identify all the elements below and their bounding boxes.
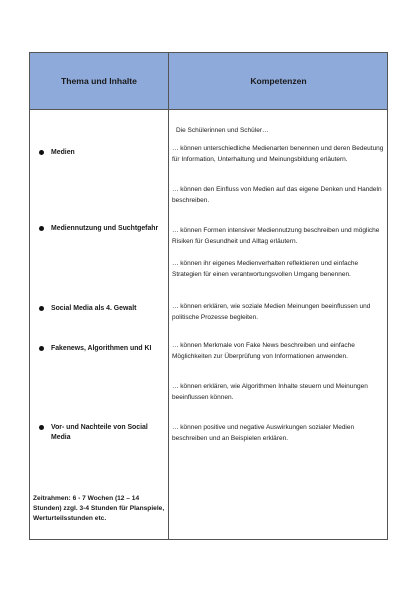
topic-item [51, 224, 159, 234]
competency-item: … können erklären, wie soziale Medien Meinungen beeinflussen und politische Prozesse begleiten. [172, 303, 371, 321]
competency-item: … können Merkmale von Fake News beschreiben und einfache Möglichkeiten zur Überprüfung von Informationen anwenden. [172, 342, 355, 360]
competency-intro: Die Schülerinnen und Schüler… [176, 127, 269, 134]
header-topics: Thema und Inhalte [61, 76, 137, 86]
topic-item [51, 304, 159, 314]
bullet-icon [39, 425, 44, 430]
time-frame-note: Zeitrahmen: 6 - 7 Wochen (12 – 14 Stunden) zzgl. 3-4 Stunden für Planspiele, Werturteilsstunden etc. [33, 495, 165, 522]
topic-item [51, 148, 159, 158]
bullet-icon [39, 150, 44, 155]
column-divider [168, 53, 169, 539]
topic-label: Fakenews, Algorithmen und KI [51, 345, 152, 352]
topic-item [51, 423, 159, 443]
competency-item: … können den Einfluss von Medien auf das eigene Denken und Handeln beschreiben. [172, 186, 382, 204]
header-competencies: Kompetenzen [250, 76, 307, 86]
curriculum-table [29, 52, 388, 540]
topic-item [51, 344, 159, 354]
topic-label: Medien [51, 149, 75, 156]
bullet-icon [39, 346, 44, 351]
competency-item: … können unterschiedliche Medienarten benennen und deren Bedeutung für Information, Unterhaltung und Meinungsbildung erläutern. [172, 145, 384, 163]
topic-label: Vor- und Nachteile von Social Media [51, 424, 148, 441]
competency-item: … können positive und negative Auswirkungen sozialer Medien beschreiben und an Beispielen erklären. [172, 424, 355, 442]
topic-label: Mediennutzung und Suchtgefahr [51, 225, 159, 232]
bullet-icon [39, 226, 44, 231]
topic-label: Social Media als 4. Gewalt [51, 305, 137, 312]
competency-item: … können ihr eigenes Medienverhalten reflektieren und einfache Strategien für einen verantwortungsvollen Umgang benennen. [172, 260, 359, 278]
bullet-icon [39, 306, 44, 311]
competency-item: … können erklären, wie Algorithmen Inhalte steuern und Meinungen beeinflussen können. [172, 383, 368, 401]
competency-item: … können Formen intensiver Mediennutzung beschreiben und mögliche Risiken für Gesundheit und Alltag erläutern. [172, 227, 380, 245]
